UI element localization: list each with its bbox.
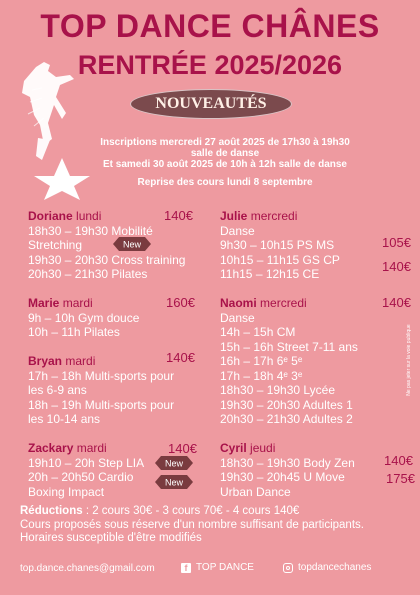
reductions-label: Réductions	[20, 505, 83, 517]
price-doriane: 140€	[164, 208, 193, 223]
email-link[interactable]: top.dance.chanes@gmail.com	[20, 563, 155, 574]
side-note-wrap	[405, 300, 415, 420]
cyril-block: Cyril jeudi 18h30 – 19h30 Body Zen 19h30 – 20h45 U Move Urban Dance	[220, 441, 355, 499]
doriane-block: Doriane lundi 18h30 – 19h30 Mobilité Stretching 19h30 – 20h30 Cross training 20h30 – 21h30 Pilates	[28, 209, 186, 281]
instagram-icon	[283, 563, 293, 573]
side-note: Ne pas jeter sur la voie publique	[406, 324, 412, 396]
price-cyril-2: 175€	[386, 471, 415, 486]
teacher-name: Cyril	[220, 441, 247, 455]
teacher-name: Julie	[220, 209, 248, 223]
nouveautes-badge: NOUVEAUTÉS	[130, 89, 292, 119]
marie-block: Marie mardi 9h – 10h Gym douce 10h – 11h Pilates	[28, 296, 140, 339]
info-line-3: Et samedi 30 août 2025 de 10h à 12h salle de danse	[102, 159, 347, 170]
facebook-link[interactable]: f TOP DANCE	[181, 562, 254, 573]
new-badge	[155, 474, 193, 490]
price-marie: 160€	[166, 295, 195, 310]
info-line-4: Reprise des cours lundi 8 septembre	[137, 177, 313, 188]
naomi-block: Naomi mercredi Danse 14h – 15h CM 15h – 16h Street 7-11 ans 16h – 17h 6ᵉ 5ᵉ 17h – 18h 4ᵉ 3ᵉ 18h30 – 19h30 Lycée 19h30 – 20h30 Adultes 1 20h30 – 21h30 Adultes 2	[220, 296, 358, 426]
price-naomi: 140€	[382, 295, 411, 310]
page-title: TOP DANCE CHÂNES	[40, 8, 380, 44]
info-line-1: Inscriptions mercredi 27 août 2025 de 17h30 à 19h30	[100, 137, 350, 148]
teacher-name: Marie	[28, 296, 60, 310]
teacher-name: Doriane	[28, 209, 73, 223]
teacher-name: Zackary	[28, 441, 74, 455]
info-line-2: salle de danse	[190, 148, 260, 159]
price-julie-2: 140€	[382, 259, 411, 274]
instagram-link[interactable]: topdancechanes	[283, 562, 371, 573]
bryan-block: Bryan mardi 17h – 18h Multi-sports pour les 6-9 ans 18h – 19h Multi-sports pour les 10-14 ans	[28, 354, 175, 426]
page-subtitle: RENTRÉE 2025/2026	[77, 50, 343, 80]
reductions-block: Réductions : 2 cours 30€ - 3 cours 70€ - 4 cours 140€ Cours proposés sous réserve d'un nombre suffisant de participants. Horaires susceptible d'être modifiés	[20, 505, 364, 544]
facebook-icon: f	[181, 563, 191, 573]
new-badge	[113, 236, 151, 252]
svg-text:New: New	[164, 477, 184, 488]
svg-text:New: New	[122, 239, 142, 250]
svg-text:New: New	[164, 458, 184, 469]
zackary-block: Zackary mardi 19h10 – 20h Step LIA 20h – 20h50 Cardio Boxing Impact	[28, 441, 145, 499]
julie-block: Julie mercredi Danse 9h30 – 10h15 PS MS 10h15 – 11h15 GS CP 11h15 – 12h15 CE	[220, 209, 340, 281]
teacher-name: Bryan	[28, 354, 63, 368]
price-zackary: 140€	[168, 441, 197, 456]
price-bryan: 140€	[166, 350, 195, 365]
new-badge	[155, 455, 193, 471]
teacher-name: Naomi	[220, 296, 257, 310]
price-julie-1: 105€	[382, 235, 411, 250]
price-cyril-1: 140€	[384, 453, 413, 468]
